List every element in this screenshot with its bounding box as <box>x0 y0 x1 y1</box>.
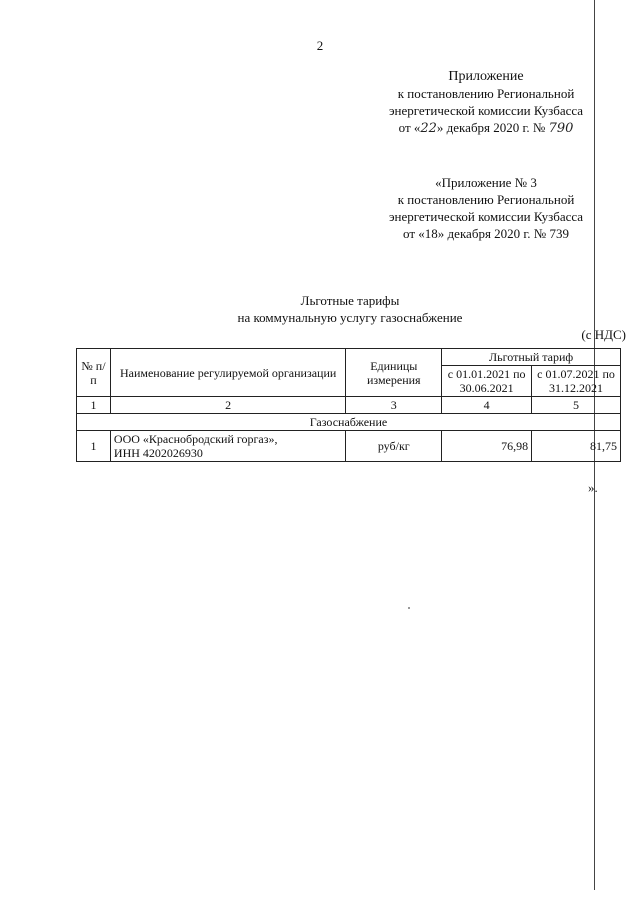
appendix-header <box>355 68 617 137</box>
section-row <box>77 414 621 431</box>
column-number-row <box>77 397 621 414</box>
date-mid: » декабря 2020 г. № <box>436 120 546 135</box>
vat-note: (с НДС) <box>581 327 626 342</box>
column-number: 1 <box>77 397 111 414</box>
section-label: Газоснабжение <box>77 414 621 431</box>
title-line-1: Льготные тарифы <box>300 293 400 308</box>
row-org <box>110 431 345 462</box>
closing-quote: ». <box>588 480 598 495</box>
column-number: 4 <box>442 397 532 414</box>
header-period-2: с 01.07.2021 по 31.12.2021 <box>532 366 621 397</box>
header-row-1 <box>77 349 621 366</box>
page-number: 2 <box>316 38 324 53</box>
org-inn: ИНН 4202026930 <box>113 446 203 460</box>
header-org: Наименование регулируемой организации <box>110 349 345 397</box>
handwritten-day: 22 <box>420 121 437 136</box>
tariff-table <box>76 348 621 462</box>
column-number: 3 <box>346 397 442 414</box>
table-row <box>77 431 621 462</box>
previous-appendix-header <box>355 174 617 242</box>
prev-appendix-title: «Приложение № 3 <box>435 175 537 190</box>
row-value-1: 76,98 <box>442 431 532 462</box>
handwritten-number: 790 <box>548 121 574 136</box>
row-unit: руб/кг <box>346 431 442 462</box>
row-num: 1 <box>77 431 111 462</box>
appendix-title: Приложение <box>448 69 524 84</box>
column-number: 2 <box>110 397 345 414</box>
header-num: № п/п <box>77 349 111 397</box>
prev-appendix-line-2: энергетической комиссии Кузбасса <box>388 209 584 224</box>
header-unit: Единицы измерения <box>346 349 442 397</box>
scan-speck <box>408 607 410 609</box>
prev-appendix-date-line: от «18» декабря 2020 г. № 739 <box>403 226 569 241</box>
prev-appendix-line-1: к постановлению Региональной <box>397 192 575 207</box>
row-value-2: 81,75 <box>532 431 621 462</box>
column-number: 5 <box>532 397 621 414</box>
date-prefix: от « <box>398 120 421 135</box>
org-name: ООО «Краснобродский горгаз», <box>113 432 278 446</box>
document-title <box>160 292 540 326</box>
title-line-2: на коммунальную услугу газоснабжение <box>237 310 463 325</box>
appendix-line-1: к постановлению Региональной <box>397 86 575 101</box>
header-tariff: Льготный тариф <box>442 349 621 366</box>
appendix-line-2: энергетической комиссии Кузбасса <box>388 103 584 118</box>
header-period-1: с 01.01.2021 по 30.06.2021 <box>442 366 532 397</box>
appendix-date-line <box>355 119 617 137</box>
